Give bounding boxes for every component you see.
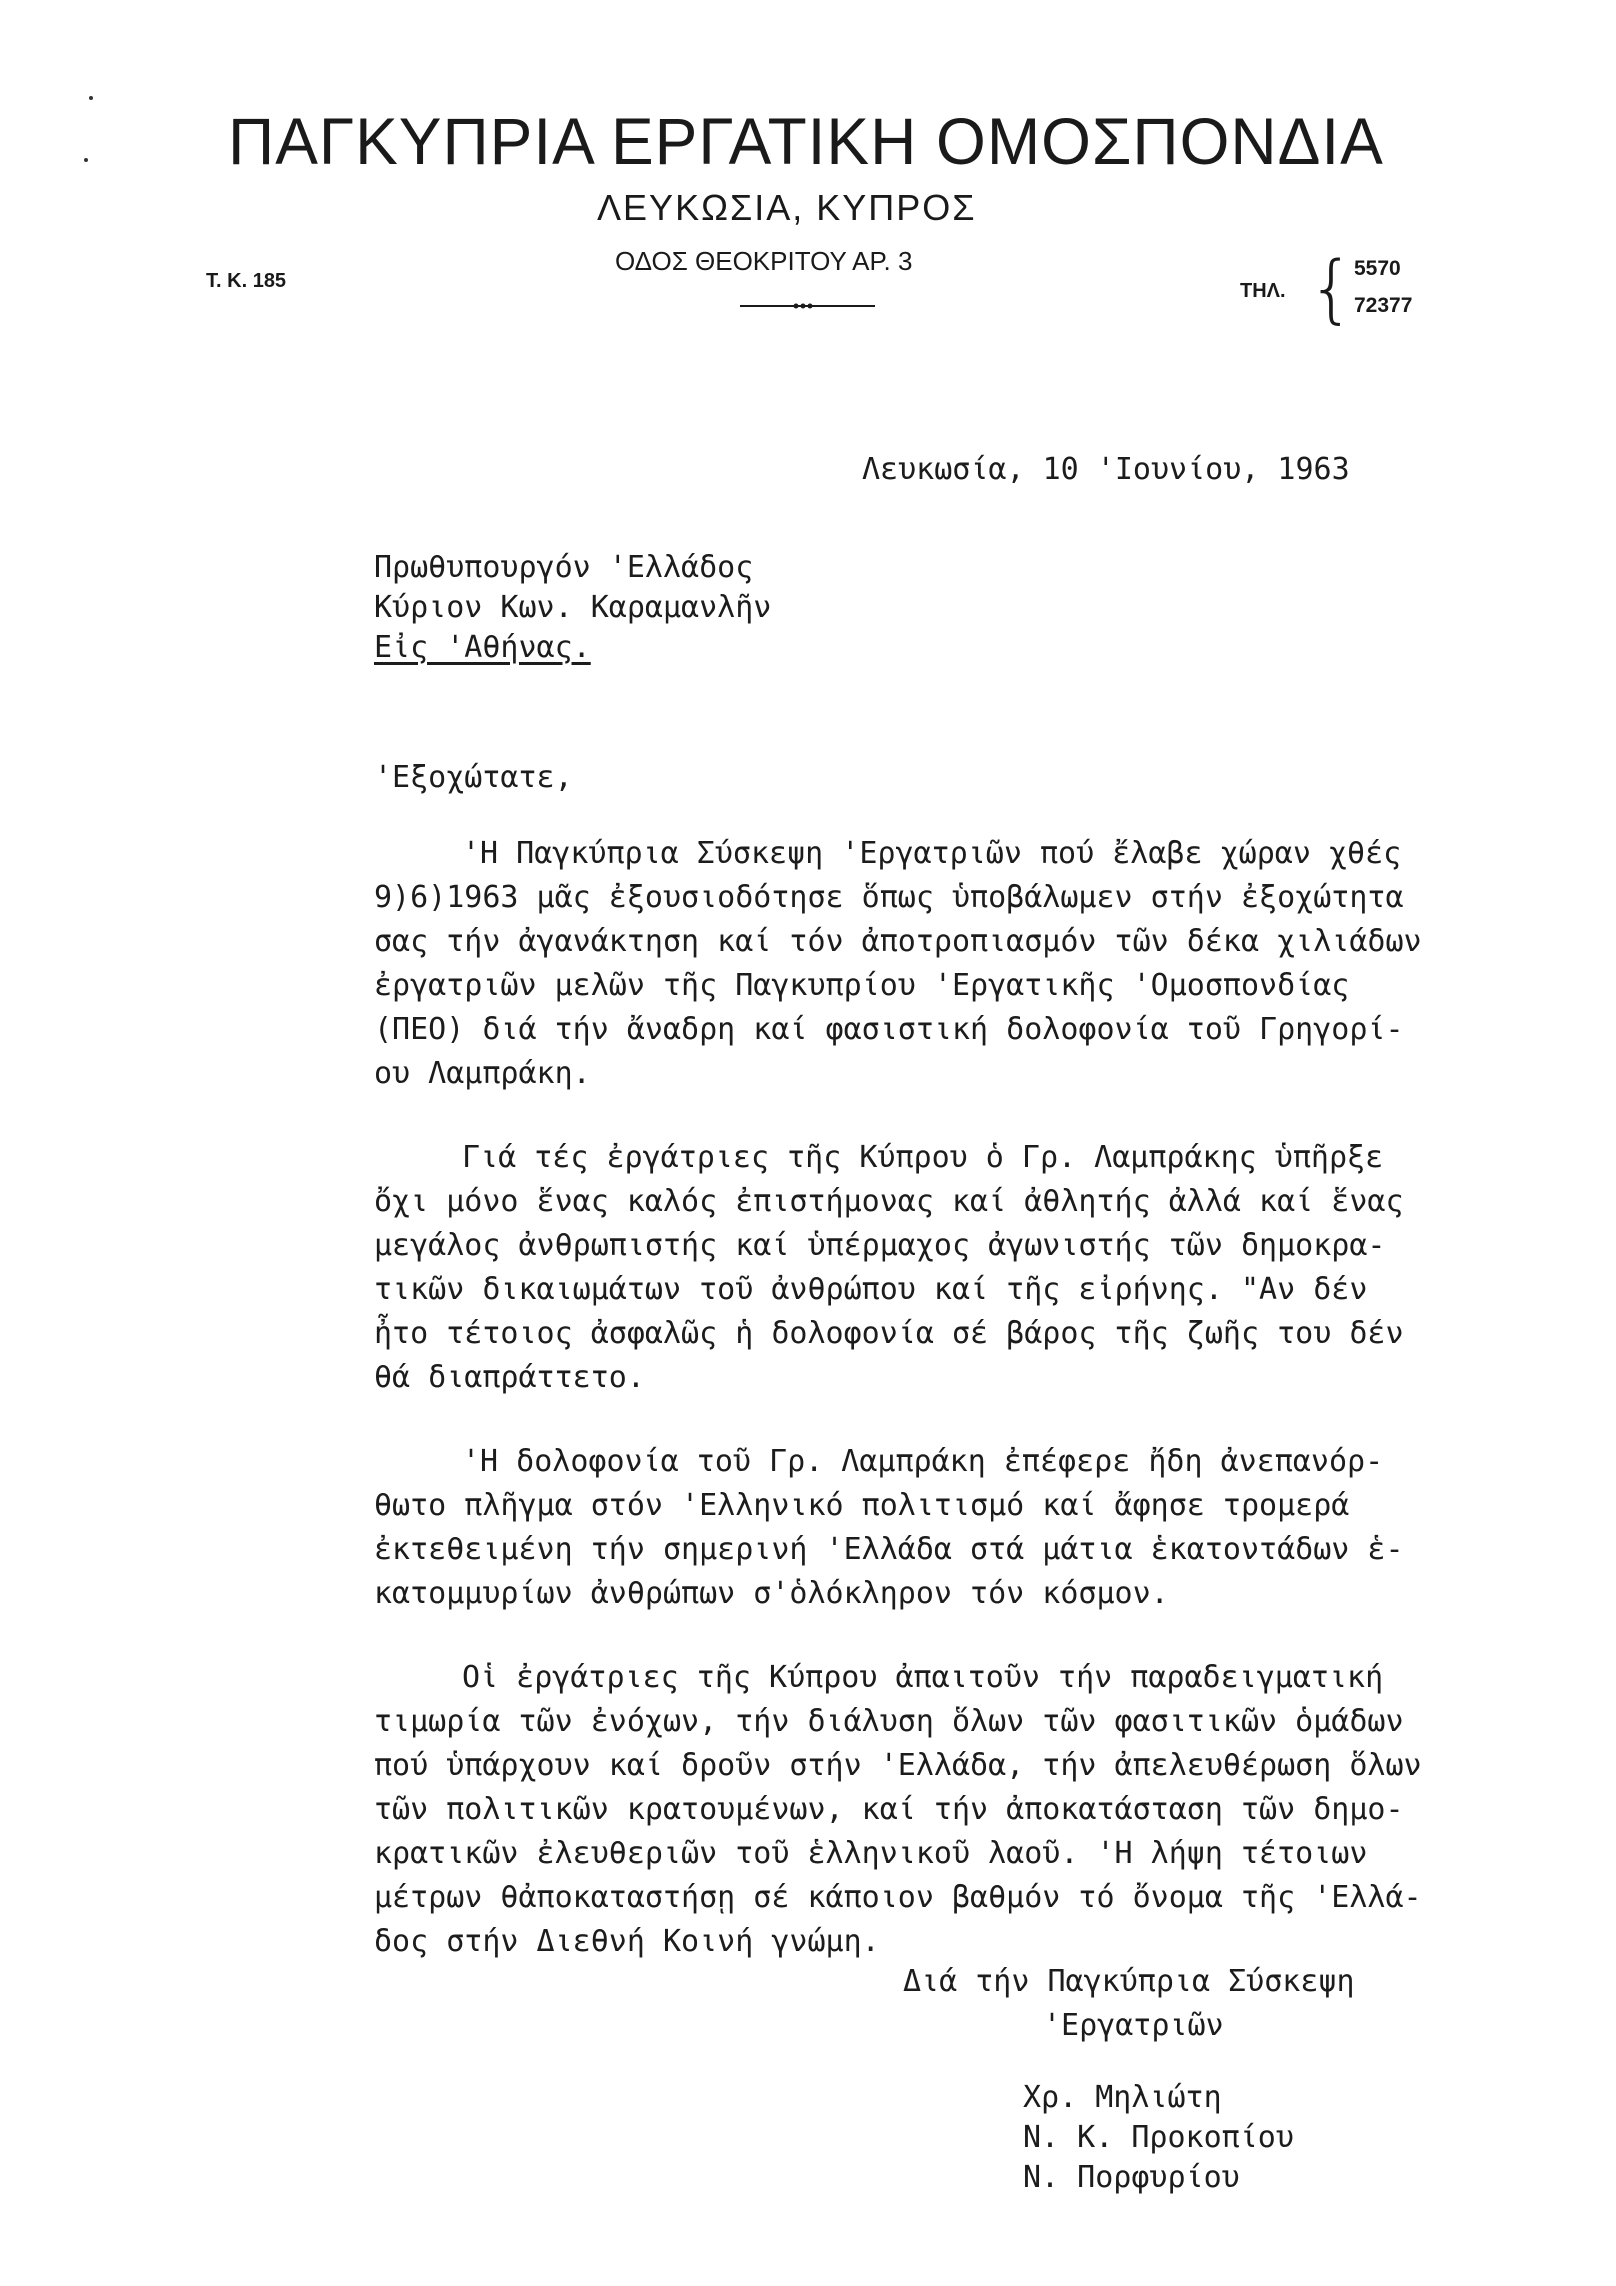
recipient-line: Κύριον Κων. Καραμανλῆν xyxy=(374,590,772,625)
body-line: μεγάλος ἀνθρωπιστής καί ὑπέρμαχος ἀγωνιστής τῶν δημοκρα- xyxy=(374,1228,1386,1263)
body-line: τιμωρία τῶν ἐνόχων, τήν διάλυση ὅλων τῶν φασιτικῶν ὁμάδων xyxy=(374,1704,1404,1739)
body-line: κατομμυρίων ἀνθρώπων σ'ὁλόκληρον τόν κόσμον. xyxy=(374,1576,1169,1611)
body-line: θωτο πλῆγμα στόν 'Ελληνικό πολιτισμό καί ἄφησε τρομερά xyxy=(374,1488,1350,1523)
body-line: ου Λαμπράκη. xyxy=(374,1056,591,1091)
signatories xyxy=(1023,2078,1294,2198)
body-line: ὄχι μόνο ἕνας καλός ἐπιστήμονας καί ἀθλητής ἀλλά καί ἕνας xyxy=(374,1184,1404,1219)
recipient-line: Πρωθυπουργόν 'Ελλάδος xyxy=(374,550,754,585)
telephone-number: 72377 xyxy=(1354,294,1413,317)
signatory-name: Χρ. Μηλιώτη xyxy=(1023,2080,1222,2115)
telephone-brace: { xyxy=(1308,246,1356,332)
signatory-name: Ν. Κ. Προκοπίου xyxy=(1023,2120,1294,2155)
paragraph xyxy=(374,1136,1534,1400)
letterhead-city: ΛΕΥΚΩΣΙΑ, ΚΥΠΡΟΣ xyxy=(597,187,977,228)
recipient-line: Εἰς 'Αθήνας. xyxy=(374,630,591,665)
body-line: ἐκτεθειμένη τήν σημερινή 'Ελλάδα στά μάτια ἑκατοντάδων ἑ- xyxy=(374,1532,1404,1567)
paragraph xyxy=(374,1656,1534,1964)
letter-date: Λευκωσία, 10 'Ιουνίου, 1963 xyxy=(862,452,1350,487)
body-line: μέτρων θἀποκαταστήσῃ σέ κάποιον βαθμόν τό ὄνομα τῆς 'Ελλά- xyxy=(374,1880,1422,1915)
telephone-label: ΤΗΛ. xyxy=(1240,280,1286,302)
closing-line: 'Εργατριῶν xyxy=(1043,2008,1224,2043)
body-line: τῶν πολιτικῶν κρατουμένων, καί τήν ἀποκατάσταση τῶν δημο- xyxy=(374,1792,1404,1827)
salutation: 'Εξοχώτατε, xyxy=(374,760,573,795)
body-line: 'Η δολοφονία τοῦ Γρ. Λαμπράκη ἐπέφερε ἤδη ἀνεπανόρ- xyxy=(462,1444,1384,1479)
recipient-address xyxy=(374,548,771,668)
body-line: ἐργατριῶν μελῶν τῆς Παγκυπρίου 'Εργατικῆς 'Ομοσπονδίας xyxy=(374,968,1350,1003)
body-line: ἦτο τέτοιος ἀσφαλῶς ἡ δολοφονία σέ βάρος τῆς ζωῆς του δέν xyxy=(374,1316,1404,1351)
body-line: 'Η Παγκύπρια Σύσκεψη 'Εργατριῶν πού ἔλαβε χώραν χθές xyxy=(462,836,1402,871)
letterhead-divider xyxy=(740,300,875,312)
body-line: δος στήν Διεθνή Κοινή γνώμη. xyxy=(374,1924,880,1959)
body-line: Οἱ ἐργάτριες τῆς Κύπρου ἀπαιτοῦν τήν παραδειγματική xyxy=(462,1660,1384,1695)
letterhead-street: ΟΔΟΣ ΘΕΟΚΡΙΤΟΥ ΑΡ. 3 xyxy=(615,246,913,276)
body-line: σας τήν ἀγανάκτηση καί τόν ἀποτροπιασμόν τῶν δέκα χιλιάδων xyxy=(374,924,1422,959)
body-line: (ΠΕΟ) διά τήν ἄναδρη καί φασιστική δολοφονία τοῦ Γρηγορί- xyxy=(374,1012,1404,1047)
body-line: Γιά τές ἐργάτριες τῆς Κύπρου ὁ Γρ. Λαμπράκης ὑπῆρξε xyxy=(462,1140,1384,1175)
body-line: πού ὑπάρχουν καί δροῦν στήν 'Ελλάδα, τήν ἀπελευθέρωση ὅλων xyxy=(374,1748,1422,1783)
closing-line: Διά τήν Παγκύπρια Σύσκεψη xyxy=(903,1964,1355,1999)
signatory-name: Ν. Πορφυρίου xyxy=(1023,2160,1240,2195)
margin-mark xyxy=(84,158,88,162)
closing-block xyxy=(903,1960,1355,2048)
paragraph xyxy=(374,1440,1534,1616)
paragraph xyxy=(374,832,1534,1096)
letter-body xyxy=(374,832,1534,2004)
body-line: κρατικῶν ἐλευθεριῶν τοῦ ἑλληνικοῦ λαοῦ. 'Η λήψη τέτοιων xyxy=(374,1836,1368,1871)
letterhead-title: ΠΑΓΚΥΠΡΙΑ ΕΡΓΑΤΙΚΗ ΟΜΟΣΠΟΝΔΙΑ xyxy=(228,104,1384,178)
telephone-number: 5570 xyxy=(1354,257,1401,280)
margin-mark xyxy=(89,96,93,100)
body-line: θά διαπράττετο. xyxy=(374,1360,645,1395)
po-box: Τ. Κ. 185 xyxy=(206,270,287,292)
body-line: τικῶν δικαιωμάτων τοῦ ἀνθρώπου καί τῆς εἰρήνης. "Αν δέν xyxy=(374,1272,1368,1307)
body-line: 9)6)1963 μᾶς ἐξουσιοδότησε ὅπως ὑποβάλωμεν στήν ἐξοχώτητα xyxy=(374,880,1404,915)
